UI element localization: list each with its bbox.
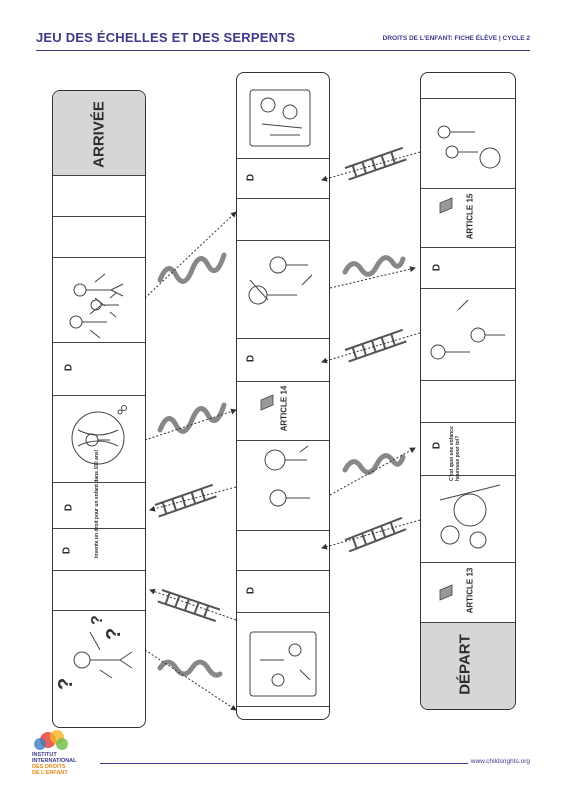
question-mark-icon: ?: [55, 677, 77, 690]
book-icon: [261, 198, 452, 600]
question-mark-icon: ?: [89, 615, 106, 625]
ladder-icon: [343, 517, 408, 551]
happy-childhood-text: C’est quoi une enfance heureuse pour toi?: [449, 426, 461, 481]
d-cell-label: D: [245, 354, 257, 363]
family-illustration: [440, 485, 500, 548]
globe-child-illustration: [72, 406, 127, 465]
d-cell-label: D: [431, 263, 443, 272]
ladder-icon: [343, 147, 408, 179]
snake-icon: [160, 255, 403, 675]
d-cell-label: D: [245, 173, 257, 182]
bike-child-illustration: [438, 126, 500, 168]
d-cell-label: D: [245, 586, 257, 595]
ladder-icon: [343, 329, 408, 361]
start-label: DÉPART: [456, 634, 474, 695]
children-illustration: [70, 274, 123, 338]
article-14-label: ARTICLE 14: [279, 385, 289, 432]
logo-line: INTERNATIONAL: [32, 758, 77, 764]
page-subtitle: DROITS DE L’ENFANT: FICHE ÉLÈVE | CYCLE 2: [382, 35, 530, 42]
logo-line: INSTITUT: [32, 752, 57, 758]
footer-divider: [100, 763, 468, 764]
question-mark-icon: ?: [103, 627, 125, 640]
talking-children-illustration: [431, 300, 505, 359]
article-15-label: ARTICLE 15: [465, 193, 475, 240]
finish-label: ARRIVÉE: [90, 101, 108, 168]
invent-right-text: Invente un droit pour un enfant dans 100 ans!: [94, 449, 100, 558]
reading-child-illustration: [249, 257, 312, 304]
footer-website[interactable]: www.childsrights.org: [470, 758, 530, 765]
d-cell-label: D: [63, 503, 75, 512]
d-cell-label: D: [63, 363, 75, 372]
ladder-icon: [156, 580, 222, 632]
classroom-illustration: [250, 632, 316, 696]
article-13-label: ARTICLE 13: [465, 567, 475, 614]
logo-line: DES DROITS: [32, 764, 66, 770]
students-illustration: [250, 90, 310, 146]
page-title: JEU DES ÉCHELLES ET DES SERPENTS: [36, 30, 296, 45]
logo-line: DE L’ENFANT: [32, 770, 68, 776]
two-children-illustration: [265, 446, 310, 506]
d-cell-label: D: [61, 546, 73, 555]
d-cell-label: D: [431, 441, 443, 450]
institute-logo: [30, 730, 98, 778]
